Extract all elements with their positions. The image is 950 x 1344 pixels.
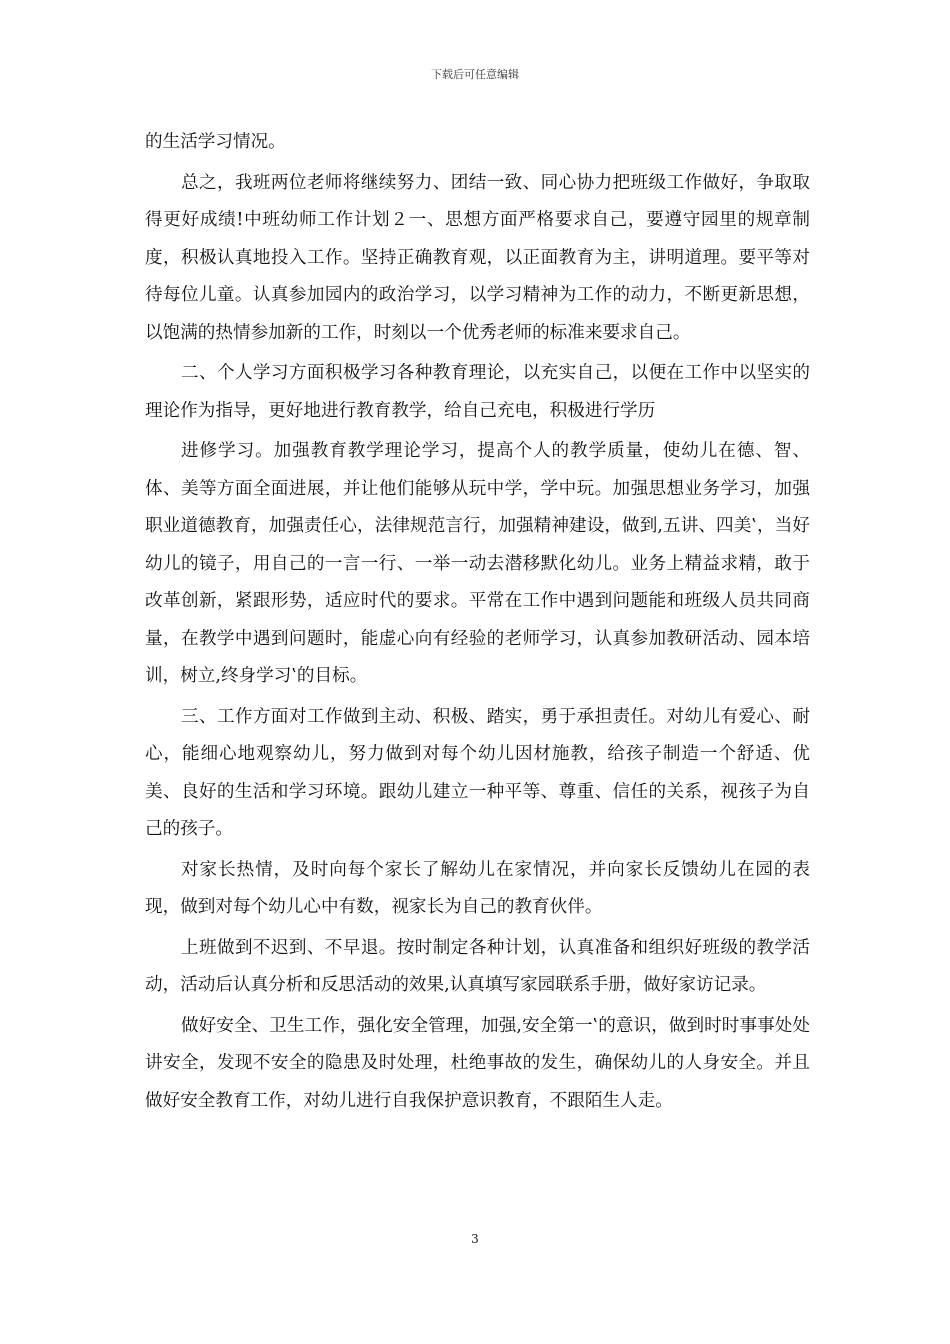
page-header: 下载后可任意编辑 [431, 68, 519, 81]
paragraph-work: 三、工作方面对工作做到主动、积极、踏实，勇于承担责任。对幼儿有爱心、耐心，能细心地观察幼儿，努力做到对每个幼儿因材施教，给孩子制造一个舒适、优美、良好的生活和学习环境。跟幼儿建立一种平等、尊重、信任的关系，视孩子为自己的孩子。 [145, 706, 810, 839]
document-body [145, 124, 810, 1123]
paragraph-summary: 总之，我班两位老师将继续努力、团结一致、同心协力把班级工作做好，争取取得更好成绩!中班幼师工作计划２一、思想方面严格要求自己，要遵守园里的规章制度，积极认真地投入工作。坚持正确教育观，以正面教育为主，讲明道理。要平等对待每位儿童。认真参加园内的政治学习，以学习精神为工作的动力，不断更新思想，以饱满的热情参加新的工作，时刻以一个优秀老师的标准来要求自己。 [145, 172, 810, 343]
paragraph-personal-study: 二、个人学习方面积极学习各种教育理论，以充实自己，以便在工作中以坚实的理论作为指导，更好地进行教育教学，给自己充电，积极进行学历 [145, 363, 810, 421]
page-number: 3 [471, 1232, 479, 1246]
paragraph-safety: 做好安全、卫生工作，强化安全管理，加强,安全第一‛的意识，做到时时事事处处讲安全，发现不安全的隐患及时处理，杜绝事故的发生，确保幼儿的人身安全。并且做好安全教育工作，对幼儿进行自我保护意识教育，不跟陌生人走。 [145, 1015, 810, 1111]
paragraph-parents: 对家长热情，及时向每个家长了解幼儿在家情况，并向家长反馈幼儿在园的表现，做到对每个幼儿心中有数，视家长为自己的教育伙伴。 [145, 859, 810, 917]
paragraph-further-study: 进修学习。加强教育教学理论学习，提高个人的教学质量，使幼儿在德、智、体、美等方面全面进展，并让他们能够从玩中学，学中玩。加强思想业务学习，加强职业道德教育，加强责任心，法律规范言行，加强精神建设，做到,五讲、四美‛，当好幼儿的镜子，用自己的一言一行、一举一动去潜移默化幼儿。业务上精益求精，敢于改革创新，紧跟形势，适应时代的要求。平常在工作中遇到问题能和班级人员共同商量，在教学中遇到问题时，能虚心向有经验的老师学习，认真参加教研活动、园本培训，树立,终身学习‛的目标。 [145, 441, 810, 686]
paragraph-continuation: 的生活学习情况。 [145, 132, 286, 152]
paragraph-attendance: 上班做到不迟到、不早退。按时制定各种计划，认真准备和组织好班级的教学活动，活动后认真分析和反思活动的效果,认真填写家园联系手册，做好家访记录。 [145, 937, 810, 995]
